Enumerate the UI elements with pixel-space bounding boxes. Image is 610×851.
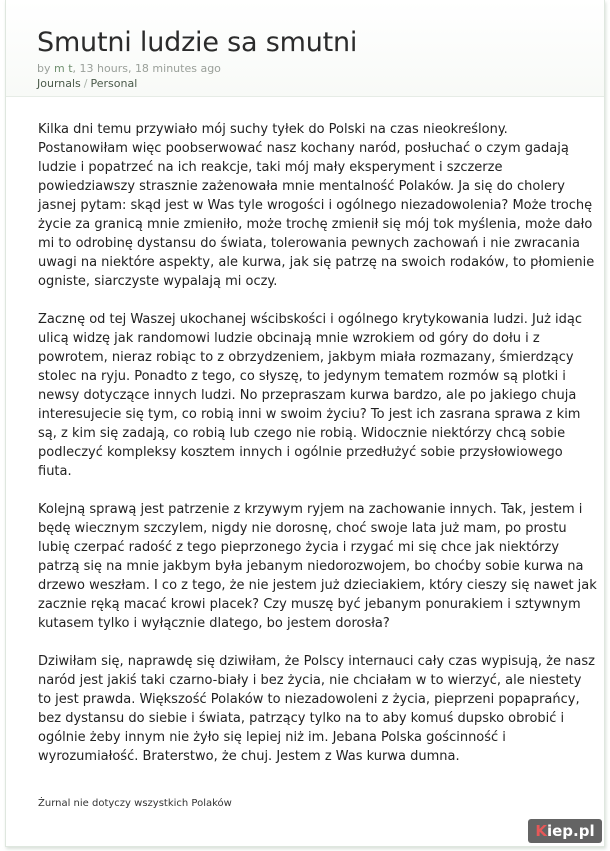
category-journals[interactable]: Journals — [37, 77, 81, 90]
paragraph-3: Kolejną sprawą jest patrzenie z krzywym ryjem na zachowanie innych. Tak, jestem i będę wiecznym szczylem, nigdy nie dorosnę, choć swoje lata już mam, po prostu lubię czerpać radość z tego pieprzonego życia i rzygać mi się chce jak niektórzy patrzą się na mnie jakbym była jebanym niedorozwojem, bo choćby sobie kurwa na drzewo weszłam. I co z tego, że nie jestem już dzieciakiem, który cieszy się nawet jak zacznie ręką macać krowi placek? Czy muszę być jebanym ponurakiem i sztywnym kutasem tylko i wyłącznie dlatego, bo jestem dorosła? — [38, 502, 597, 631]
paragraph-2: Zacznę od tej Waszej ukochanej wścibskości i ogólnego krytykowania ludzi. Już idąc ulicą widzę jak randomowi ludzie obcinają mnie wzrokiem od góry do dołu i z powrotem, nieraz robiąc to z obrzydzeniem, jakbym miała rozmazany, śmierdzący stolec na ryju. Ponadto z tego, co słyszę, to jedynym tematem rozmów są plotki i newsy dotyczące innych ludzi. No przepraszam kurwa bardzo, ale po jakiego chuja interesujecie się tym, co robią inni w swoim życiu? To jest ich zasrana sprawa z kim są, z kim się zadają, co robią lub czego nie robią. Widocznie niektórzy chcą sobie podleczyć kompleksy kosztem innych i ogólnie przedłużyć sobie przysłowiowego fiuta. — [38, 312, 583, 479]
watermark-text: iep.pl — [546, 822, 595, 840]
post-card — [5, 0, 605, 847]
post-timestamp: , 13 hours, 18 minutes ago — [72, 62, 221, 75]
post-header — [6, 0, 604, 97]
category-separator: / — [83, 77, 88, 90]
post-body — [38, 120, 598, 785]
breadcrumb — [37, 77, 137, 90]
post-meta — [37, 62, 221, 75]
meta-prefix: by — [37, 62, 54, 75]
watermark-logo — [528, 819, 602, 843]
watermark-accent: K — [535, 822, 547, 840]
paragraph-4: Dziwiłam się, naprawdę się dziwiłam, że Polscy internauci cały czas wypisują, że nasz naród jest jakiś taki czarno-biały i bez życia, nie chciałam w to wierzyć, ale niestety to jest prawda. Większość Polaków to niezadowoleni z życia, pieprzeni popaprańcy, bez dystansu do siebie i świata, patrzący tylko na to aby komuś dupsko obrobić i ogólnie żeby innym nie żyło się lepiej niż im. Jebana Polska gościnność i wyrozumiałość. Braterstwo, że chuj. Jestem z Was kurwa dumna. — [38, 654, 595, 764]
paragraph-1: Kilka dni temu przywiało mój suchy tyłek do Polski na czas nieokreślony. Postanowiłam więc poobserwować nasz kochany naród, posłuchać o czym gadają ludzie i popatrzeć na ich reakcje, taki mój mały eksperyment i szczerze powiedziawszy strasznie zażenowała mnie mentalność Polaków. Ja się do cholery jasnej pytam: skąd jest w Was tyle wrogości i ogólnego niezadowolenia? Może trochę życie za granicą mnie zmieniło, może trochę zmienił się mój tok myślenia, może dało mi to odrobinę dystansu do świata, tolerowania pewnych zachowań i nie zwracania uwagi na niektóre aspekty, ale kurwa, jak się patrzę na swoich rodaków, to płomienie ogniste, siarczyste wypalają mi oczy. — [38, 122, 595, 289]
post-title: Smutni ludzie sa smutni — [37, 27, 358, 58]
author-link[interactable]: m t — [54, 62, 73, 75]
category-personal[interactable]: Personal — [90, 77, 138, 90]
post-footnote: Żurnal nie dotyczy wszystkich Polaków — [38, 798, 232, 809]
